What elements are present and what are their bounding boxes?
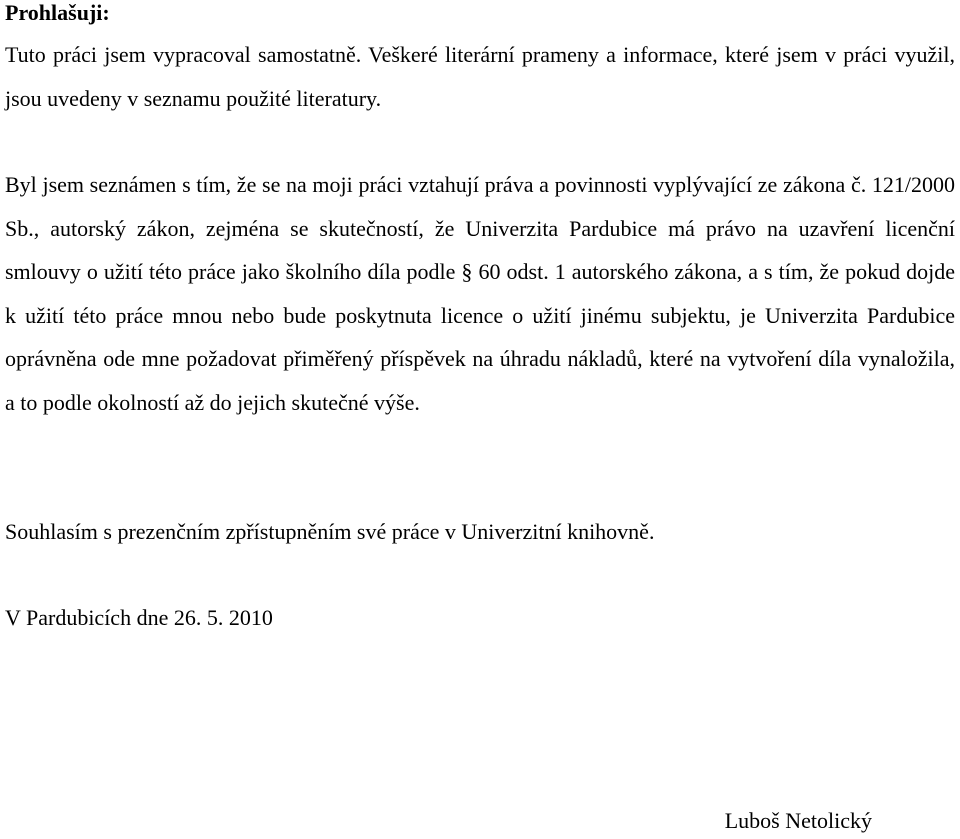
paragraph-copyright: Byl jsem seznámen s tím, že se na moji práci vztahují práva a povinnosti vyplývající ze zákona č. 121/2000 Sb., autorský zákon, zejména se skutečností, že Univerzita Pardubice má právo na uzavření licenční smlouvy o užití této práce jako školního díla podle § 60 odst. 1 autorského zákona, a s tím, že pokud dojde k užití této práce mnou nebo bude poskytnuta licence o užití jinému subjektu, je Univerzita Pardubice oprávněna ode mne požadovat přiměřený příspěvek na úhradu nákladů, které na vytvoření díla vynaložila, a to podle okolností až do jejich skutečné výše. (5, 172, 955, 415)
place-and-date: V Pardubicích dne 26. 5. 2010 (5, 605, 273, 630)
paragraph-authorship: Tuto práci jsem vypracoval samostatně. Veškeré literární prameny a informace, které jsem v práci využil, jsou uvedeny v seznamu použité literatury. (5, 42, 955, 111)
declaration-heading: Prohlašuji: (5, 0, 110, 25)
paragraph-library-consent: Souhlasím s prezenčním zpřístupněním své práce v Univerzitní knihovně. (5, 519, 655, 544)
author-signature: Luboš Netolický (724, 808, 872, 833)
